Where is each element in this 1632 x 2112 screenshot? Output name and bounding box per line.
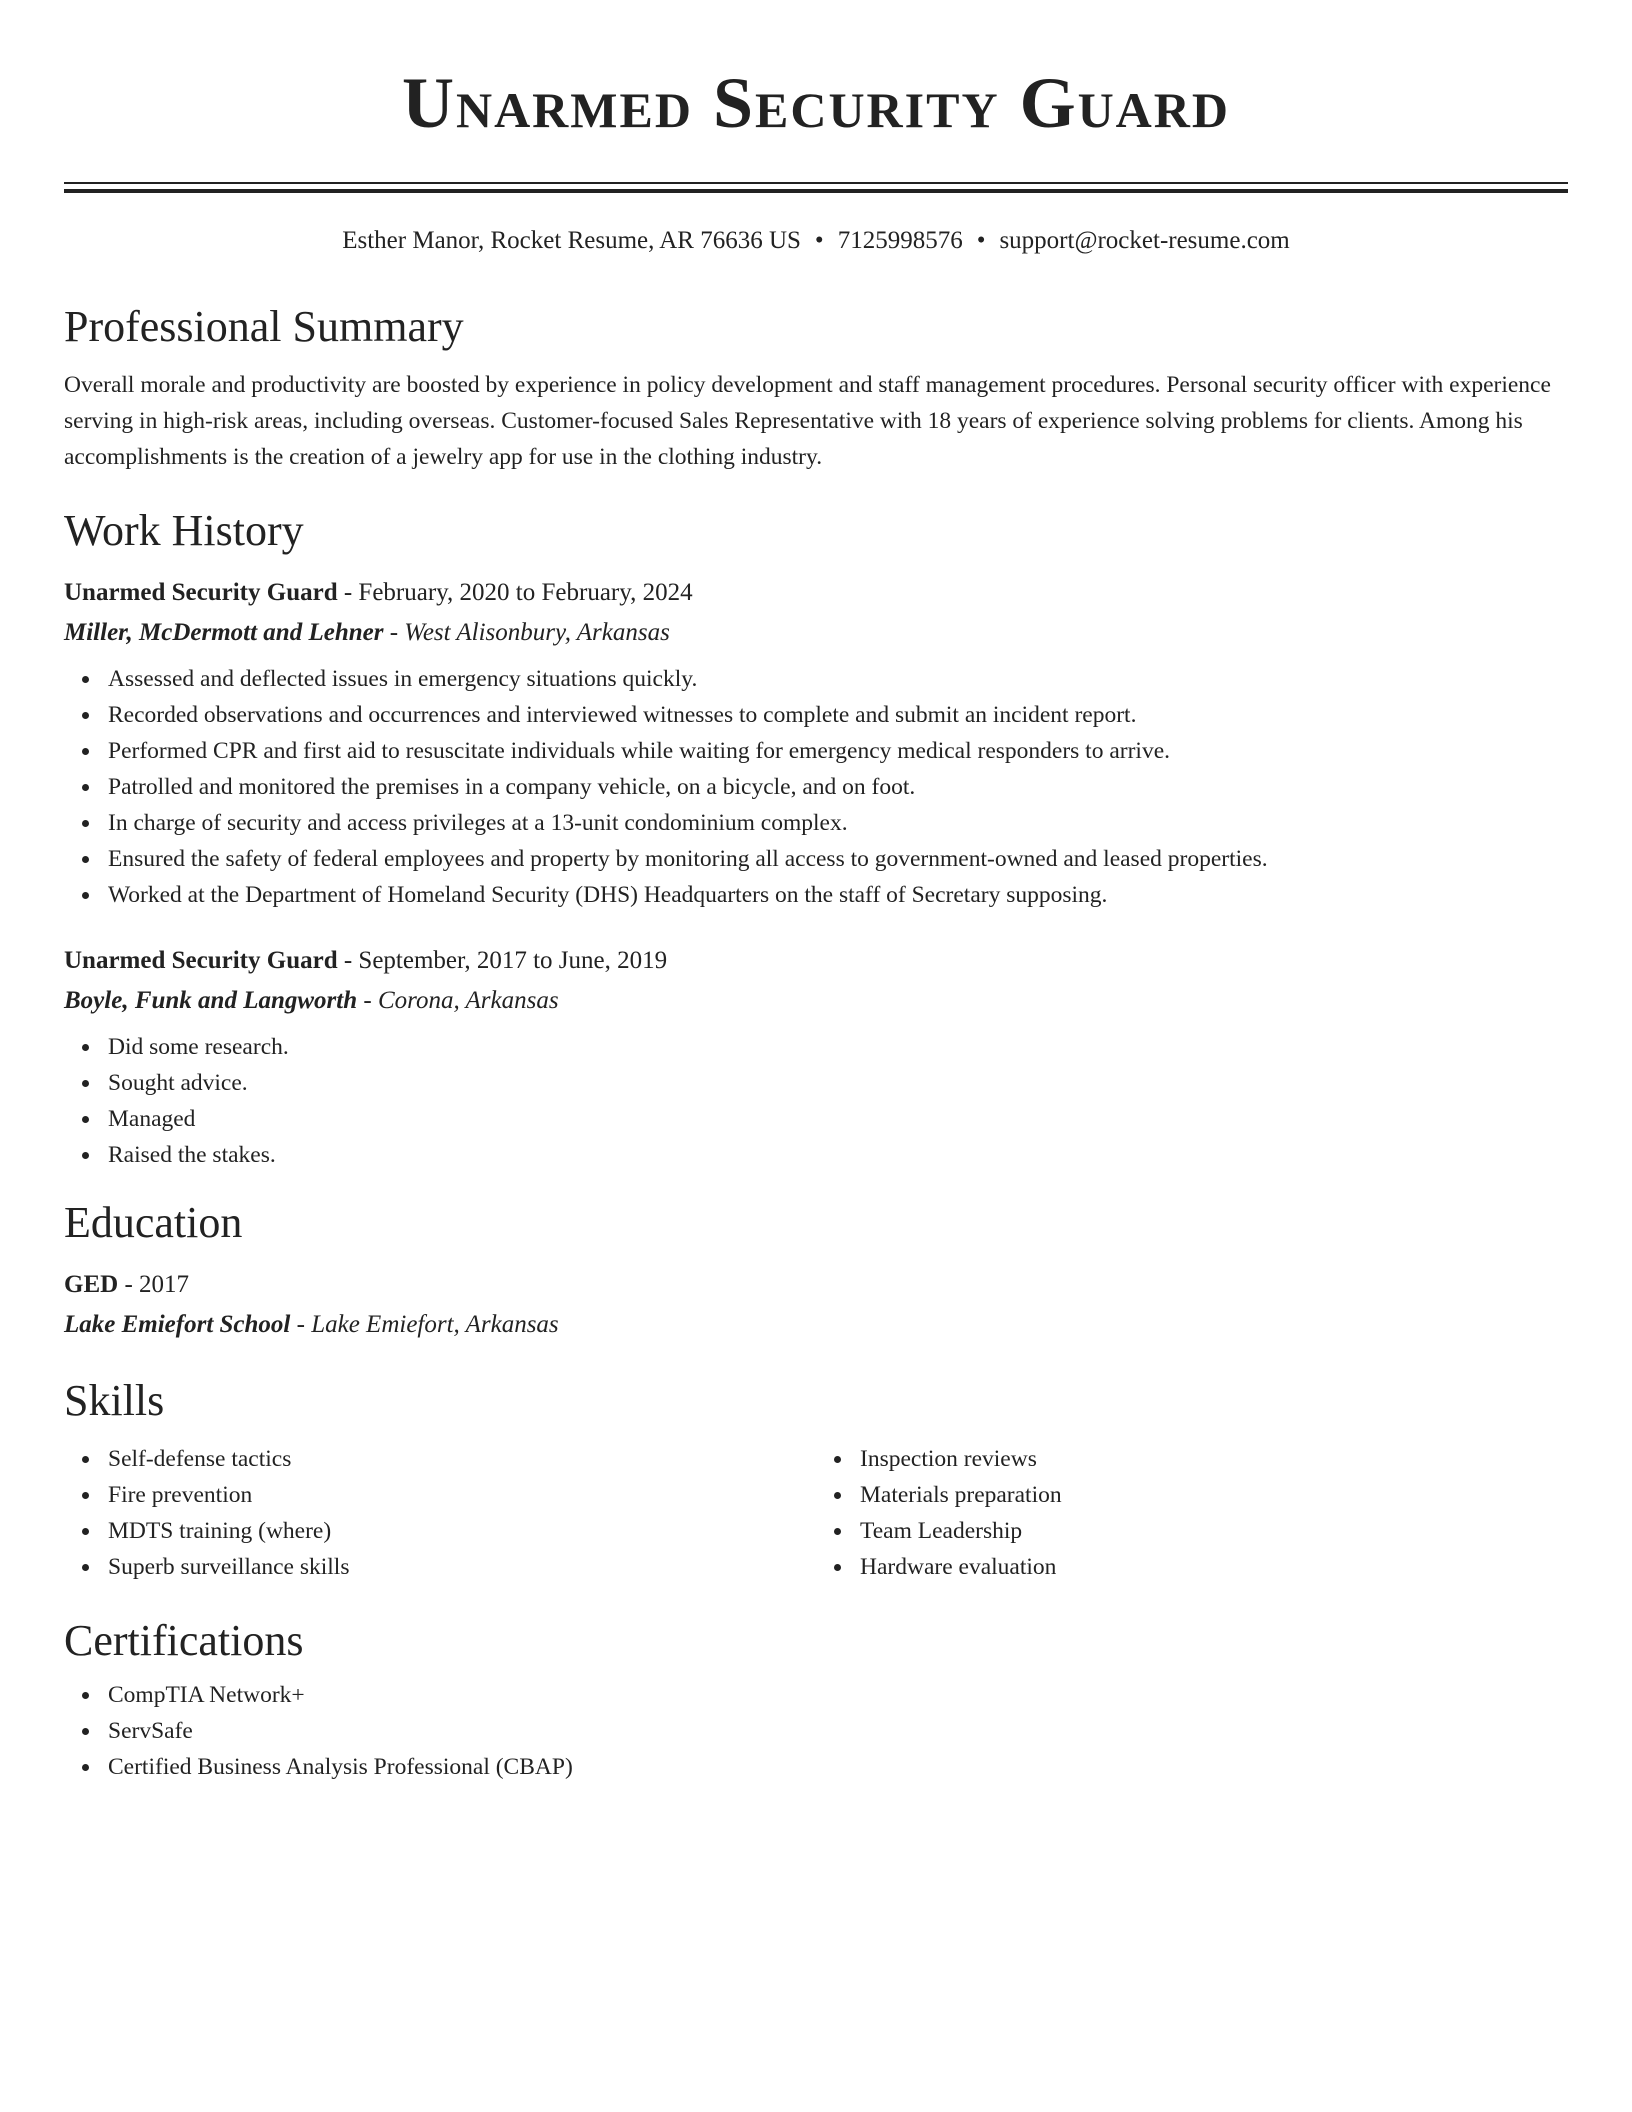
job-bullets	[64, 661, 1568, 913]
job-title: Unarmed Security Guard	[64, 579, 338, 606]
job-bullet: Raised the stakes.	[108, 1137, 1568, 1173]
job-company-line	[64, 981, 1568, 1021]
education-section	[64, 1195, 1568, 1345]
skills-heading: Skills	[64, 1376, 165, 1425]
skill-item: Fire prevention	[108, 1477, 816, 1513]
education-school-line	[64, 1305, 1568, 1345]
job-company-line	[64, 613, 1568, 653]
job-title-line	[64, 573, 1568, 613]
contact-line	[64, 223, 1568, 259]
skills-column-right	[816, 1441, 1568, 1585]
job-company: Boyle, Funk and Langworth	[64, 987, 358, 1014]
contact-phone: 7125998576	[837, 227, 963, 254]
contact-separator: •	[814, 227, 824, 254]
education-degree-line	[64, 1265, 1568, 1305]
skill-item: Self-defense tactics	[108, 1441, 816, 1477]
skill-item: MDTS training (where)	[108, 1513, 816, 1549]
certifications-heading: Certifications	[64, 1616, 304, 1665]
summary-text: Overall morale and productivity are boosted by experience in policy development and staff management procedures. Personal security officer with experience serving in high-risk areas, including overseas. Customer-focused Sales Representative with 18 years of experience solving problems for clients. Among his accomplishments is the creation of a jewelry app for use in the clothing industry.	[64, 372, 1551, 470]
job-title: Unarmed Security Guard	[64, 947, 338, 974]
education-location: - Lake Emiefort, Arkansas	[290, 1311, 559, 1338]
resume-title: Unarmed Security Guard	[401, 63, 1231, 143]
job-dates: - February, 2020 to February, 2024	[337, 579, 693, 606]
job-bullet: Assessed and deflected issues in emergency situations quickly.	[108, 661, 1568, 697]
education-year: - 2017	[118, 1271, 190, 1298]
certification-item: CompTIA Network+	[108, 1677, 1568, 1713]
education-degree: GED	[64, 1271, 119, 1298]
job-bullet: Recorded observations and occurrences and interviewed witnesses to complete and submit an incident report.	[108, 697, 1568, 733]
skill-item: Superb surveillance skills	[108, 1549, 816, 1585]
contact-separator: •	[976, 227, 986, 254]
contact-address: Esther Manor, Rocket Resume, AR 76636 US	[342, 227, 801, 254]
skill-item: Team Leadership	[860, 1513, 1568, 1549]
job-entry	[64, 941, 1568, 1173]
title-divider	[64, 182, 1568, 193]
contact-email: support@rocket-resume.com	[999, 227, 1290, 254]
job-bullet: Worked at the Department of Homeland Security (DHS) Headquarters on the staff of Secretary supposing.	[108, 877, 1568, 913]
job-bullet: In charge of security and access privileges at a 13-unit condominium complex.	[108, 805, 1568, 841]
job-company: Miller, McDermott and Lehner	[64, 619, 384, 646]
work-history-heading: Work History	[64, 506, 304, 555]
job-title-line	[64, 941, 1568, 981]
job-bullet: Did some research.	[108, 1029, 1568, 1065]
skill-item: Materials preparation	[860, 1477, 1568, 1513]
work-history-section	[64, 503, 1568, 1173]
skill-item: Hardware evaluation	[860, 1549, 1568, 1585]
job-bullet: Performed CPR and first aid to resuscitate individuals while waiting for emergency medical responders to arrive.	[108, 733, 1568, 769]
certification-item: Certified Business Analysis Professional (CBAP)	[108, 1749, 1568, 1785]
job-bullets	[64, 1029, 1568, 1173]
job-bullet: Sought advice.	[108, 1065, 1568, 1101]
job-location: - West Alisonbury, Arkansas	[383, 619, 670, 646]
certifications-section	[64, 1613, 1568, 1785]
job-entry	[64, 573, 1568, 913]
job-dates: - September, 2017 to June, 2019	[337, 947, 668, 974]
summary-heading: Professional Summary	[64, 302, 464, 351]
job-bullet: Patrolled and monitored the premises in a company vehicle, on a bicycle, and on foot.	[108, 769, 1568, 805]
skills-column-left	[64, 1441, 816, 1585]
certification-item: ServSafe	[108, 1713, 1568, 1749]
education-school: Lake Emiefort School	[64, 1311, 291, 1338]
skill-item: Inspection reviews	[860, 1441, 1568, 1477]
job-bullet: Managed	[108, 1101, 1568, 1137]
skills-section	[64, 1373, 1568, 1585]
summary-section	[64, 299, 1568, 475]
job-location: - Corona, Arkansas	[357, 987, 559, 1014]
education-entry	[64, 1265, 1568, 1345]
certifications-list	[64, 1677, 1568, 1785]
skills-grid	[64, 1441, 1568, 1585]
education-heading: Education	[64, 1198, 243, 1247]
job-bullet: Ensured the safety of federal employees and property by monitoring all access to government-owned and leased properties.	[108, 841, 1568, 877]
